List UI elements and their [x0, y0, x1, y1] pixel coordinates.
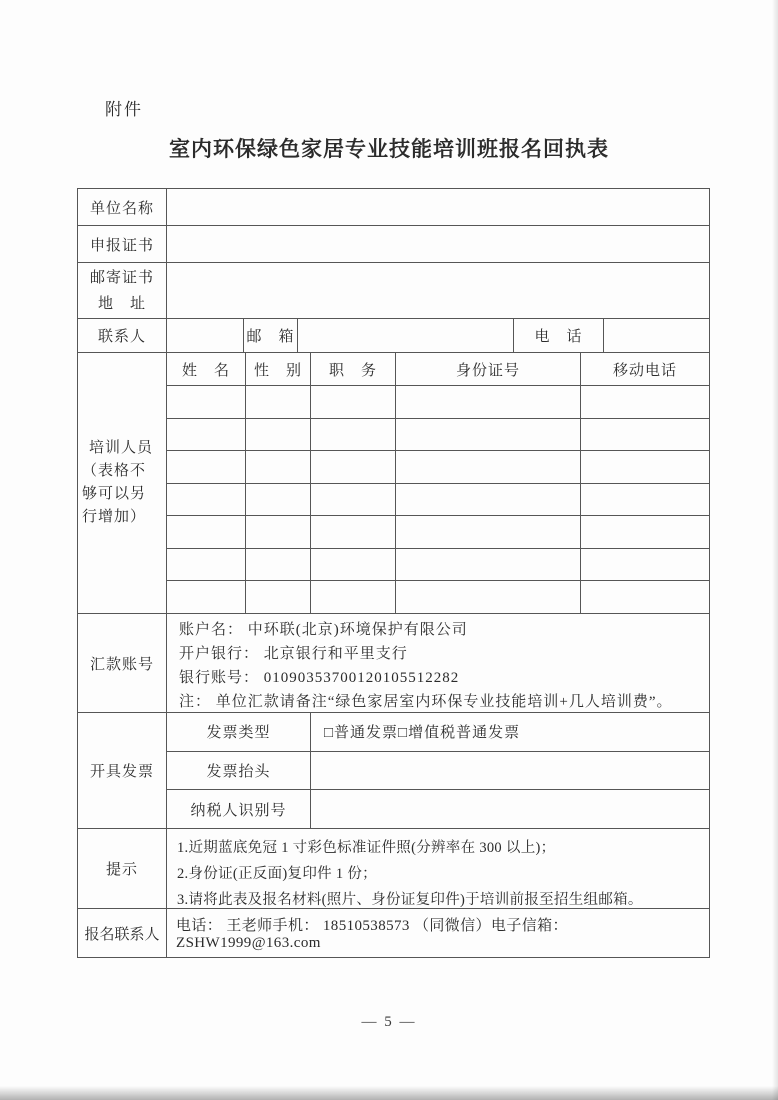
contact-value-cell [167, 319, 244, 352]
scan-edge-right [772, 0, 778, 1100]
trainee-empty-cell [246, 419, 311, 451]
trainee-empty-row [167, 549, 709, 582]
trainee-empty-cell [167, 451, 246, 483]
taxpayer-id-row [167, 790, 709, 828]
trainee-empty-cell [581, 419, 709, 451]
trainees-label-line1: 培训人员 [89, 440, 154, 456]
trainees-row [78, 353, 709, 614]
trainee-empty-cell [581, 516, 709, 548]
scan-edge-bottom [0, 1086, 778, 1100]
phone-value-cell [604, 319, 709, 352]
trainee-empty-cell [396, 549, 581, 581]
registration-contact-row [78, 909, 709, 957]
trainee-header-name: 姓 名 [167, 353, 246, 385]
trainee-header-id-number: 身份证号 [396, 353, 581, 385]
remittance-line-note: 注： 单位汇款请备注“绿色家居室内环保专业技能培训+几人培训费”。 [179, 694, 673, 710]
unit-name-value-cell [167, 189, 709, 225]
trainee-header-mobile: 移动电话 [612, 362, 677, 379]
tips-row [78, 829, 709, 909]
trainee-empty-cell [167, 484, 246, 516]
mailing-address-label [78, 263, 167, 318]
invoice-row [78, 713, 709, 829]
trainee-empty-cell [311, 484, 396, 516]
trainee-empty-cell [167, 386, 246, 418]
contact-label: 联系人 [78, 319, 167, 352]
remittance-row [78, 614, 709, 713]
certificate-value-cell [167, 226, 709, 262]
certificate-row [78, 226, 709, 263]
trainee-empty-cell [396, 516, 581, 548]
page-number: — 5 — [361, 1014, 417, 1030]
trainee-empty-row [167, 516, 709, 549]
registration-contact-label: 报名联系人 [78, 909, 167, 957]
trainee-empty-cell [311, 549, 396, 581]
invoice-type-label: 发票类型 [167, 713, 311, 751]
trainee-empty-row [167, 386, 709, 419]
trainee-empty-cell [581, 451, 709, 483]
trainee-empty-cell [311, 419, 396, 451]
trainee-empty-row [167, 484, 709, 517]
invoice-type-row [167, 713, 709, 752]
trainee-empty-cell [311, 581, 396, 613]
page-title: 室内环保绿色家居专业技能培训班报名回执表 [169, 137, 609, 161]
trainee-empty-cell [581, 549, 709, 581]
contact-row [78, 319, 709, 353]
trainee-empty-cell [246, 581, 311, 613]
trainee-empty-cell [246, 549, 311, 581]
registration-form-table [77, 188, 710, 958]
tip-line-id-copy: 2.身份证(正反面)复印件 1 份； [177, 866, 377, 882]
trainee-empty-cell [311, 386, 396, 418]
remittance-line-account-name: 账户名： 中环联(北京)环境保护有限公司 [179, 622, 468, 638]
tips-content [167, 829, 709, 908]
trainees-table [167, 353, 709, 613]
trainee-empty-cell [246, 516, 311, 548]
trainee-empty-cell [246, 451, 311, 483]
remittance-content [167, 614, 709, 712]
invoice-title-value-cell [311, 752, 709, 790]
trainee-empty-cell [311, 516, 396, 548]
tip-line-photo: 1.近期蓝底免冠 1 寸彩色标准证件照(分辨率在 300 以上)； [177, 840, 556, 856]
trainee-empty-cell [396, 419, 581, 451]
remittance-line-account-number: 银行账号： 01090353700120105512282 [179, 670, 460, 686]
trainee-empty-row [167, 419, 709, 452]
certificate-label: 申报证书 [78, 226, 167, 262]
invoice-title-label: 发票抬头 [167, 752, 311, 790]
email-value-cell [298, 319, 514, 352]
trainee-empty-cell [246, 386, 311, 418]
trainee-empty-cell [311, 451, 396, 483]
trainee-empty-cell [396, 484, 581, 516]
trainee-header-gender: 性 别 [246, 353, 311, 385]
registration-contact-value: 电话： 王老师手机： 18510538573 （同微信）电子信箱： ZSHW1999@163.com [176, 918, 568, 951]
trainees-label [78, 353, 167, 613]
invoice-title-row [167, 752, 709, 791]
mailing-address-row [78, 263, 709, 319]
invoice-subtable [167, 713, 709, 828]
trainee-empty-cell [581, 484, 709, 516]
remittance-label: 汇款账号 [78, 614, 167, 712]
trainee-empty-cell [581, 386, 709, 418]
tips-label: 提示 [78, 829, 167, 908]
trainee-empty-cell [167, 516, 246, 548]
trainees-label-line3: 够可以另 [82, 486, 147, 502]
trainees-label-line2: （表格不 [82, 463, 147, 479]
attachment-label: 附件 [105, 100, 143, 119]
trainee-empty-cell [167, 581, 246, 613]
trainee-empty-cell [246, 484, 311, 516]
email-label: 邮 箱 [244, 319, 298, 352]
unit-name-label: 单位名称 [78, 189, 167, 225]
trainee-empty-row [167, 581, 709, 613]
trainee-empty-cell [396, 386, 581, 418]
mailing-address-value-cell [167, 263, 709, 318]
trainee-empty-cell [396, 451, 581, 483]
trainee-header-row [167, 353, 709, 386]
mailing-address-label-line2: 地 址 [97, 295, 146, 312]
trainees-label-line4: 行增加） [82, 509, 147, 525]
trainee-header-position: 职 务 [311, 353, 396, 385]
taxpayer-id-label: 纳税人识别号 [167, 790, 311, 828]
remittance-line-bank: 开户银行： 北京银行和平里支行 [179, 646, 408, 662]
taxpayer-id-value-cell [311, 790, 709, 828]
trainee-empty-cell [396, 581, 581, 613]
trainee-empty-cell [167, 419, 246, 451]
phone-label: 电 话 [514, 319, 604, 352]
invoice-type-value: □普通发票□增值税普通发票 [324, 725, 521, 742]
trainee-empty-row [167, 451, 709, 484]
trainee-empty-cell [581, 581, 709, 613]
mailing-address-label-line1: 邮寄证书 [89, 269, 154, 286]
trainee-empty-cell [167, 549, 246, 581]
invoice-label: 开具发票 [78, 713, 167, 828]
tip-line-submit: 3.请将此表及报名材料(照片、身份证复印件)于培训前报至招生组邮箱。 [177, 892, 643, 908]
unit-name-row [78, 189, 709, 226]
